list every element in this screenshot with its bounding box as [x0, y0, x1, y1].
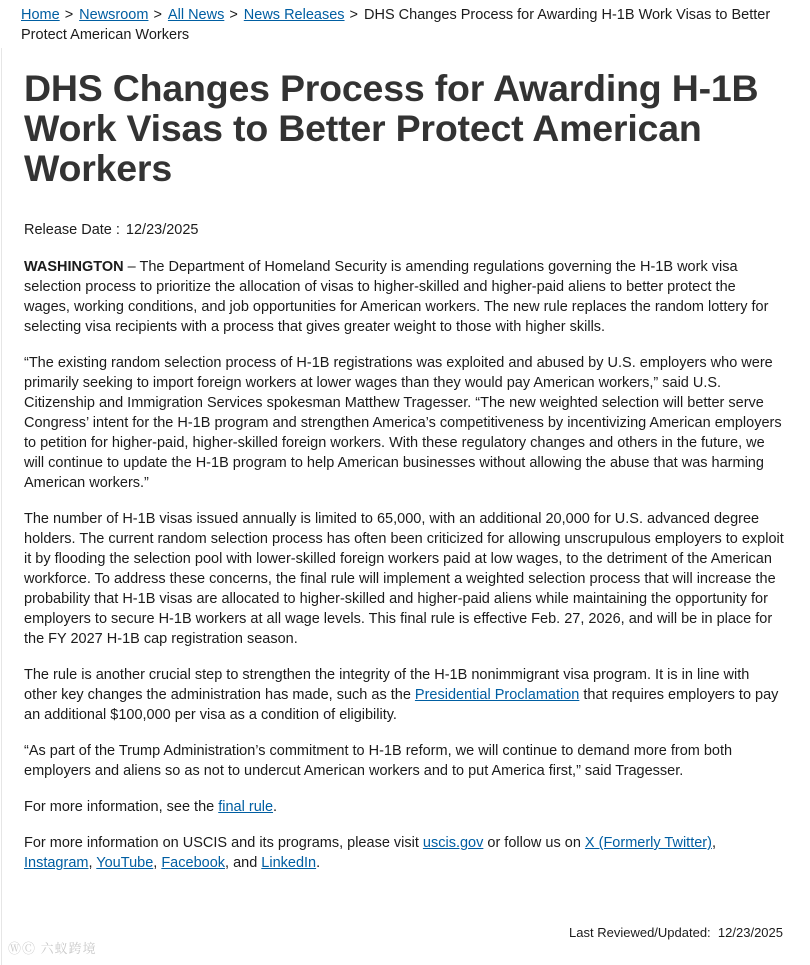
- uscis-gov-link[interactable]: uscis.gov: [422, 835, 484, 851]
- proclamation-text-before: The rule is another crucial step to strengthen the integrity of the H-1B nonimmigrant visa program. It is in line with other key changes the administration has made, such as the: [24, 667, 750, 703]
- x-twitter-link[interactable]: X (Formerly Twitter): [584, 835, 712, 851]
- paragraph-quote-tragesser: “The existing random selection process of H-1B registrations was exploited and abused by U.S. employers who were primarily seeking to import foreign workers at lower wages than they would pay American workers,” said U.S. Citizenship and Immigration Services spokesman Matthew Tragesser. “The new weighted selection will better serve Congress’ intent for the H-1B program and strengthen America’s competitiveness by incentivizing American employers to petition for higher-paid, higher-skilled foreign workers. With these regulatory changes and others in the future, we will continue to update the H-1B program to help American businesses without allowing the abuse that was harming American workers.”: [24, 355, 782, 491]
- paragraph-quote-closing: “As part of the Trump Administration’s commitment to H-1B reform, we will continue to demand more from both employers and aliens so as not to undercut American workers and to put America first,” said Tragesser.: [24, 743, 733, 779]
- breadcrumb-home-link[interactable]: Home: [21, 7, 60, 23]
- comma-separator: ,: [711, 835, 716, 851]
- linkedin-link[interactable]: LinkedIn: [261, 855, 317, 871]
- breadcrumb: [21, 5, 796, 45]
- more-info-text-end: .: [316, 855, 321, 871]
- breadcrumb-separator: >: [64, 7, 74, 23]
- release-date: [24, 220, 199, 240]
- paragraph-proclamation: [24, 665, 784, 725]
- release-date-value: 12/23/2025: [125, 222, 199, 238]
- last-reviewed-date: 12/23/2025: [717, 925, 783, 940]
- instagram-link[interactable]: Instagram: [24, 855, 89, 871]
- paragraph-more-info: [24, 833, 784, 873]
- and-separator: , and: [225, 855, 262, 871]
- more-info-text-mid: or follow us on: [483, 835, 585, 851]
- release-date-label: Release Date :: [24, 222, 120, 238]
- final-rule-link[interactable]: final rule: [218, 799, 274, 815]
- breadcrumb-newsroom-link[interactable]: Newsroom: [79, 7, 149, 23]
- comma-separator: ,: [88, 855, 97, 871]
- final-rule-text-after: .: [273, 799, 278, 815]
- breadcrumb-separator: >: [153, 7, 162, 23]
- presidential-proclamation-link[interactable]: Presidential Proclamation: [414, 687, 580, 703]
- last-reviewed-label: Last Reviewed/Updated:: [569, 925, 711, 940]
- final-rule-text-before: For more information, see the: [24, 799, 219, 815]
- youtube-link[interactable]: YouTube: [96, 855, 154, 871]
- breadcrumb-separator: >: [349, 7, 359, 23]
- breadcrumb-current-page: DHS Changes Process for Awarding H-1B Work Visas to Better Protect American Workers: [21, 7, 771, 43]
- paragraph-final-rule: [24, 797, 784, 817]
- breadcrumb-news-releases-link[interactable]: News Releases: [243, 7, 345, 23]
- paragraph-visa-limits: The number of H-1B visas issued annually is limited to 65,000, with an additional 20,000 for U.S. advanced degree holders. The current random selection process has often been criticized for allowing unscrupulous employers to exploit it by flooding the selection pool with lower-skilled foreign workers paid at low wages, to the detriment of the American workforce. To address these concerns, the final rule will implement a weighted selection process that will increase the probability that H-1B visas are allocated to higher-skilled and higher-paid aliens while maintaining the opportunity for employers to secure H-1B workers at all wage levels. This final rule is effective Feb. 27, 2026, and will be in place for the FY 2027 H-1B cap registration season.: [24, 511, 784, 647]
- breadcrumb-separator: >: [229, 7, 238, 23]
- page-title: DHS Changes Process for Awarding H-1B Work Visas to Better Protect American Workers: [24, 67, 759, 189]
- last-reviewed: [569, 923, 783, 943]
- article-body: [24, 257, 784, 889]
- intro-text: – The Department of Homeland Security is amending regulations governing the H-1B work visa selection process to prioritize the allocation of visas to higher-skilled and higher-paid aliens to better protect the wages, working conditions, and job opportunities for American workers. The new rule replaces the random lottery for selecting visa recipients with a process that gives greater weight to those with higher skills.: [24, 259, 769, 335]
- dateline: WASHINGTON: [24, 259, 124, 275]
- paragraph-intro: [24, 257, 784, 337]
- proclamation-text-after: that requires employers to pay an additional $100,000 per visa as a condition of eligibility.: [24, 687, 779, 723]
- more-info-text-before: For more information on USCIS and its programs, please visit: [24, 835, 423, 851]
- page-left-border: [1, 48, 2, 965]
- watermark: ⓌⒸ 六蚁跨境: [8, 941, 97, 956]
- facebook-link[interactable]: Facebook: [161, 855, 226, 871]
- comma-separator: ,: [153, 855, 162, 871]
- breadcrumb-all-news-link[interactable]: All News: [167, 7, 225, 23]
